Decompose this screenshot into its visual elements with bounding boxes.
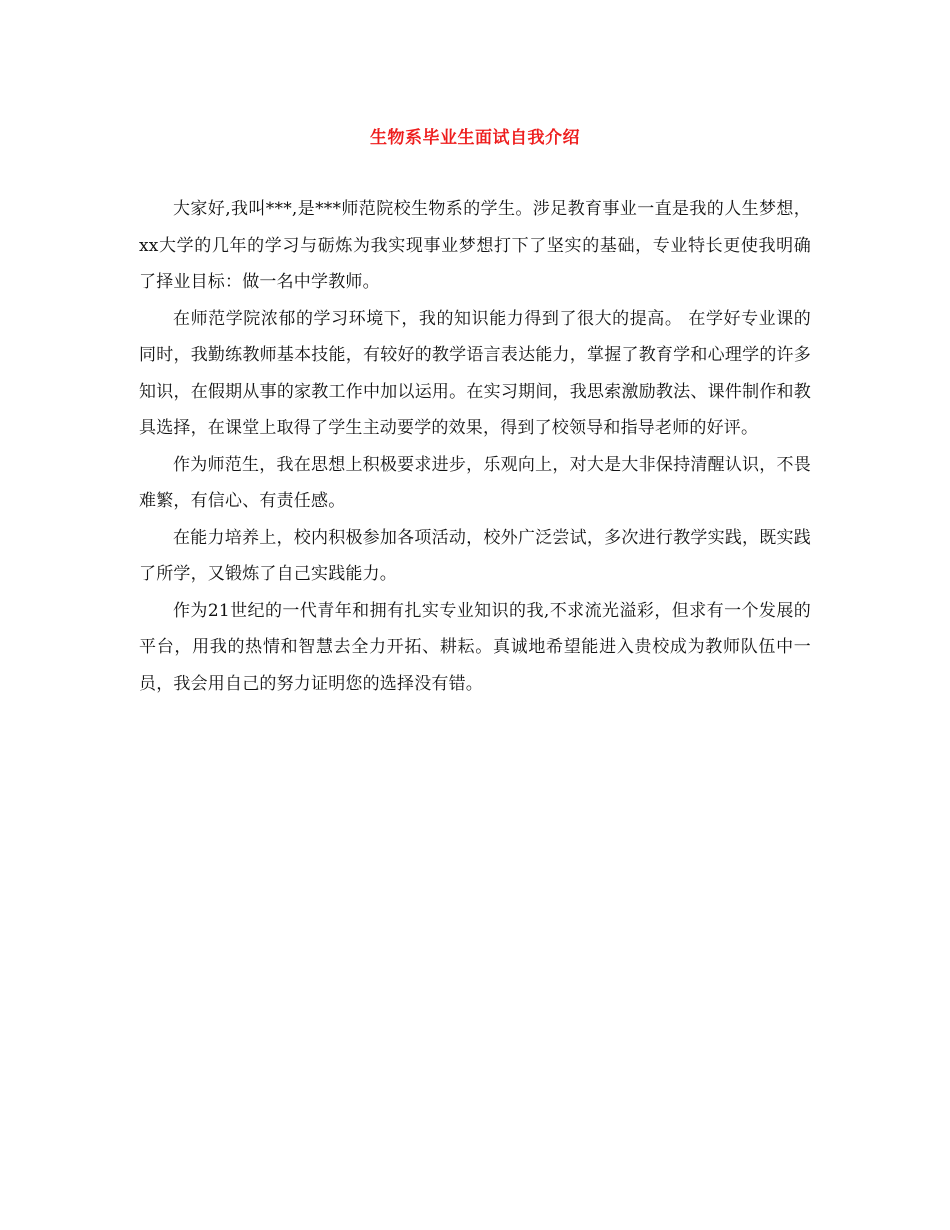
paragraph-2: 在师范学院浓郁的学习环境下，我的知识能力得到了很大的提高。 在学好专业课的同时，我勤练教师基本技能，有较好的教学语言表达能力，掌握了教育学和心理学的许多知识，在假期从事的家教工作中加以运用。在实习期间，我思索激励教法、课件制作和教具选择，在课堂上取得了学生主动要学的效果，得到了校领导和指导老师的好评。 (139, 308, 811, 438)
paragraph-5: 作为21世纪的一代青年和拥有扎实专业知识的我,不求流光溢彩，但求有一个发展的平台，用我的热情和智慧去全力开拓、耕耘。真诚地希望能进入贵校成为教师队伍中一员，我会用自己的努力证明您的选择没有错。 (139, 600, 811, 694)
paragraph-1: 大家好,我叫***,是***师范院校生物系的学生。涉足教育事业一直是我的人生梦想，xx大学的几年的学习与砺炼为我实现事业梦想打下了坚实的基础，专业特长更使我明确了择业目标：做一名中学教师。 (139, 199, 811, 292)
paragraph-3: 作为师范生，我在思想上积极要求进步，乐观向上，对大是大非保持清醒认识，不畏难繁，有信心、有责任感。 (139, 454, 811, 511)
paragraph-4: 在能力培养上，校内积极参加各项活动，校外广泛尝试，多次进行教学实践，既实践了所学，又锻炼了自己实践能力。 (139, 527, 811, 584)
document-body (139, 191, 811, 702)
document-title: 生物系毕业生面试自我介绍 (370, 128, 580, 148)
